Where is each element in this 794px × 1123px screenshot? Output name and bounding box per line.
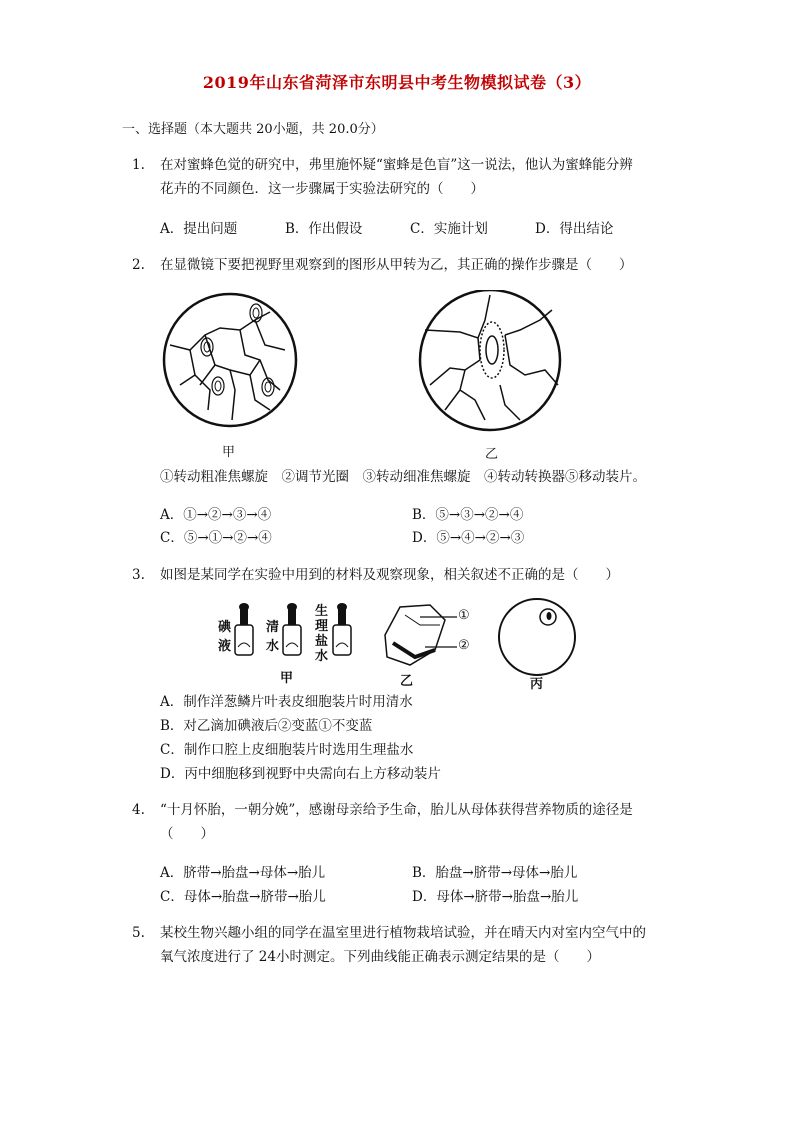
option-c[interactable]: C．⑤→①→②→④ (160, 530, 272, 546)
bottle-label-iodine: 碘液 (218, 620, 232, 654)
operation-steps: ①转动粗准焦螺旋 ②调节光圈 ③转动细准焦螺旋 ④转动转换器⑤移动装片。 (160, 469, 646, 485)
dropper-bottle-icon (333, 603, 351, 655)
marker-1: ① (458, 608, 470, 623)
option-b[interactable]: B．作出假设 (285, 221, 363, 237)
option-c[interactable]: C．制作口腔上皮细胞装片时选用生理盐水 (160, 742, 414, 758)
question-stem-line: 在显微镜下要把视野里观察到的图形从甲转为乙，其正确的操作步骤是（ ） (160, 257, 633, 273)
figure-label-yi: 乙 (400, 674, 414, 689)
page-title: 2019年山东省菏泽市东明县中考生物模拟试卷（3） (202, 73, 592, 92)
figure-label-bing: 丙 (530, 677, 544, 692)
question-number: 1. (132, 157, 145, 173)
question-number: 3. (132, 567, 145, 583)
question-3 (122, 563, 682, 587)
field-jia (164, 294, 296, 426)
question-stem-line: 花卉的不同颜色．这一步骤属于实验法研究的（ ） (160, 181, 484, 197)
question-2 (122, 253, 682, 277)
option-a[interactable]: A．①→②→③→④ (160, 507, 272, 523)
figure-label-yi: 乙 (485, 447, 499, 462)
question-number: 5. (132, 925, 145, 941)
option-d[interactable]: D．丙中细胞移到视野中央需向右上方移动装片 (160, 766, 441, 782)
bottle-label-water: 清水 (266, 620, 280, 654)
option-b[interactable]: B．⑤→③→②→④ (412, 507, 524, 523)
option-c[interactable]: C．实施计划 (410, 221, 488, 237)
field-yi (420, 290, 560, 430)
potato-block-figure (385, 605, 457, 665)
question-1-options (160, 217, 660, 237)
question-1 (122, 153, 682, 201)
option-c[interactable]: C．母体→胎盘→脐带→胎儿 (160, 889, 326, 905)
cell-view-figure (499, 599, 575, 675)
marker-2: ② (458, 638, 470, 653)
figure-label-jia: 甲 (280, 671, 294, 686)
question-stem-line: （ ） (160, 826, 214, 842)
question-stem-line: 氧气浓度进行了 24小时测定。下列曲线能正确表示测定结果的是（ ） (160, 949, 600, 965)
option-b[interactable]: B．对乙滴加碘液后②变蓝①不变蓝 (160, 718, 373, 734)
question-number: 4. (132, 802, 145, 818)
option-a[interactable]: A．制作洋葱鳞片叶表皮细胞装片时用清水 (160, 694, 413, 710)
option-a[interactable]: A．脐带→胎盘→母体→胎儿 (160, 865, 326, 881)
question-stem-line: 某校生物兴趣小组的同学在温室里进行植物栽培试验，并在晴天内对室内空气中的 (160, 925, 646, 941)
dropper-bottle-icon (235, 603, 253, 655)
question-stem-line: “十月怀胎，一朝分娩”，感谢母亲给予生命，胎儿从母体获得营养物质的途径是 (160, 802, 633, 818)
question-stem-line: 如图是某同学在实验中用到的材料及观察现象，相关叙述不正确的是（ ） (160, 567, 619, 583)
bottle-label-saline: 生理盐水 (315, 604, 329, 664)
section-heading: 一、选择题（本大题共 20小题，共 20.0分） (122, 122, 384, 137)
dropper-bottle-icon (283, 603, 301, 655)
microscope-view-figures (160, 290, 580, 450)
option-b[interactable]: B．胎盘→脐带→母体→胎儿 (412, 865, 578, 881)
question-4 (122, 798, 682, 846)
question-number: 2. (132, 257, 145, 273)
option-d[interactable]: D．母体→脐带→胎盘→胎儿 (412, 889, 579, 905)
question-stem-line: 在对蜜蜂色觉的研究中，弗里施怀疑“蜜蜂是色盲”这一说法，他认为蜜蜂能分辨 (160, 157, 633, 173)
option-a[interactable]: A．提出问题 (160, 221, 238, 237)
question-5 (122, 921, 682, 969)
figure-label-jia: 甲 (222, 445, 236, 460)
option-d[interactable]: D．得出结论 (535, 221, 614, 237)
option-d[interactable]: D．⑤→④→②→③ (412, 530, 525, 546)
